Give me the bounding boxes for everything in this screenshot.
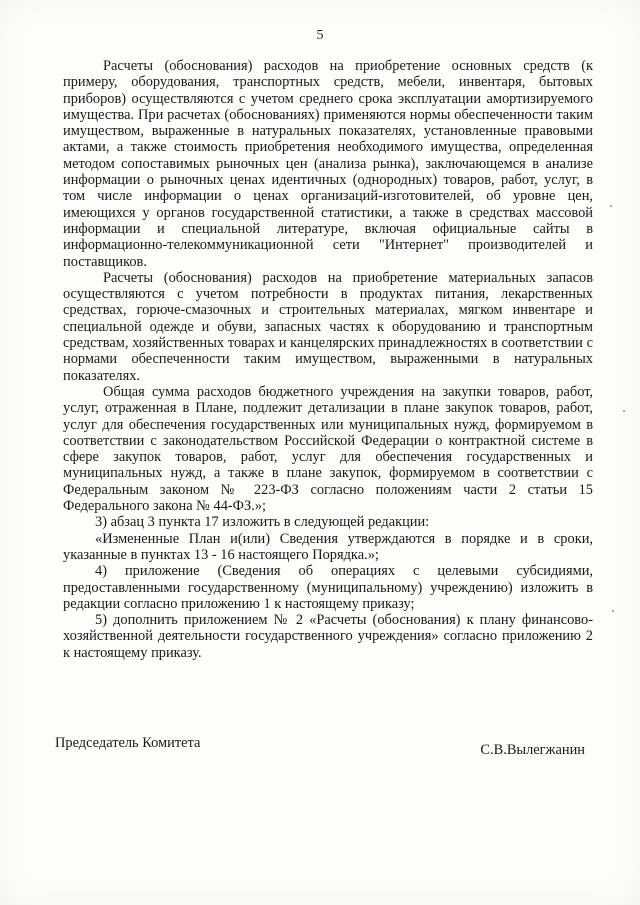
- paragraph-material-stocks: Расчеты (обоснования) расходов на приобретение материальных запасов осуществляются с учетом потребности в продуктах питания, лекарственных средствах, горюче-смазочных и строительных материалах, мягком инвентаре и специальной одежде и обуви, запасных частях к оборудованию и транспортным средствам, хозяйственных товарах и канцелярских принадлежностях в соответствии с нормами обеспеченности таким имуществом, выраженными в натуральных показателях.: [63, 269, 593, 384]
- scan-speck: [612, 610, 614, 612]
- item-4: 4) приложение (Сведения об операциях с целевыми субсидиями, предоставленными государственному (муниципальному) учреждению) изложить в редакции согласно приложению 1 к настоящему приказу;: [63, 563, 593, 612]
- item-3: 3) абзац 3 пункта 17 изложить в следующей редакции:: [95, 514, 430, 531]
- document-body: [63, 58, 593, 661]
- scan-speck: [610, 205, 612, 207]
- item-3-quote: «Измененные План и(или) Сведения утверждаются в порядке и в сроки, указанные в пунктах 13 - 16 настоящего Порядка.»;: [63, 530, 593, 563]
- item-5: 5) дополнить приложением № 2 «Расчеты (обоснования) к плану финансово-хозяйственной деятельности государственного учреждения» согласно приложению 2 к настоящему приказу.: [63, 612, 593, 661]
- paragraph-procurement-total: Общая сумма расходов бюджетного учреждения на закупки товаров, работ, услуг, отраженная в Плане, подлежит детализации в плане закупок товаров, работ, услуг для обеспечения государственных или муниципальных нужд, формируемом в соответствии с законодательством Российской Федерации о контрактной системе в сфере закупок товаров, работ, услуг для обеспечения государственных и муниципальных нужд, а также в плане закупок, формируемом в соответствии с Федеральным законом № 223-ФЗ согласно положениям части 2 статьи 15 Федерального закона № 44-ФЗ.»;: [63, 383, 593, 515]
- scan-speck: [623, 410, 625, 412]
- signatory-name: С.В.Вылегжанин: [480, 742, 585, 758]
- paragraph-fixed-assets: Расчеты (обоснования) расходов на приобретение основных средств (к примеру, оборудования, транспортных средств, мебели, инвентаря, бытовых приборов) осуществляются с учетом среднего срока эксплуатации амортизируемого имущества. При расчетах (обоснованиях) применяются нормы обеспеченности таким имуществом, выраженные в натуральных показателях, установленные правовыми актами, а также стоимость приобретения необходимого имущества, определенная методом сопоставимых рыночных цен (анализа рынка), заключающемся в анализе информации о рыночных ценах идентичных (однородных) товаров, работ, услуг, в том числе информации о ценах организаций-изготовителей, об уровне цен, имеющихся у органов государственной статистики, а также в средствах массовой информации и специальной литературе, включая официальные сайты в информационно-телекоммуникационной сети "Интернет" производителей и поставщиков.: [63, 58, 593, 270]
- page-number: 5: [316, 28, 324, 43]
- signatory-title: Председатель Комитета: [55, 735, 201, 751]
